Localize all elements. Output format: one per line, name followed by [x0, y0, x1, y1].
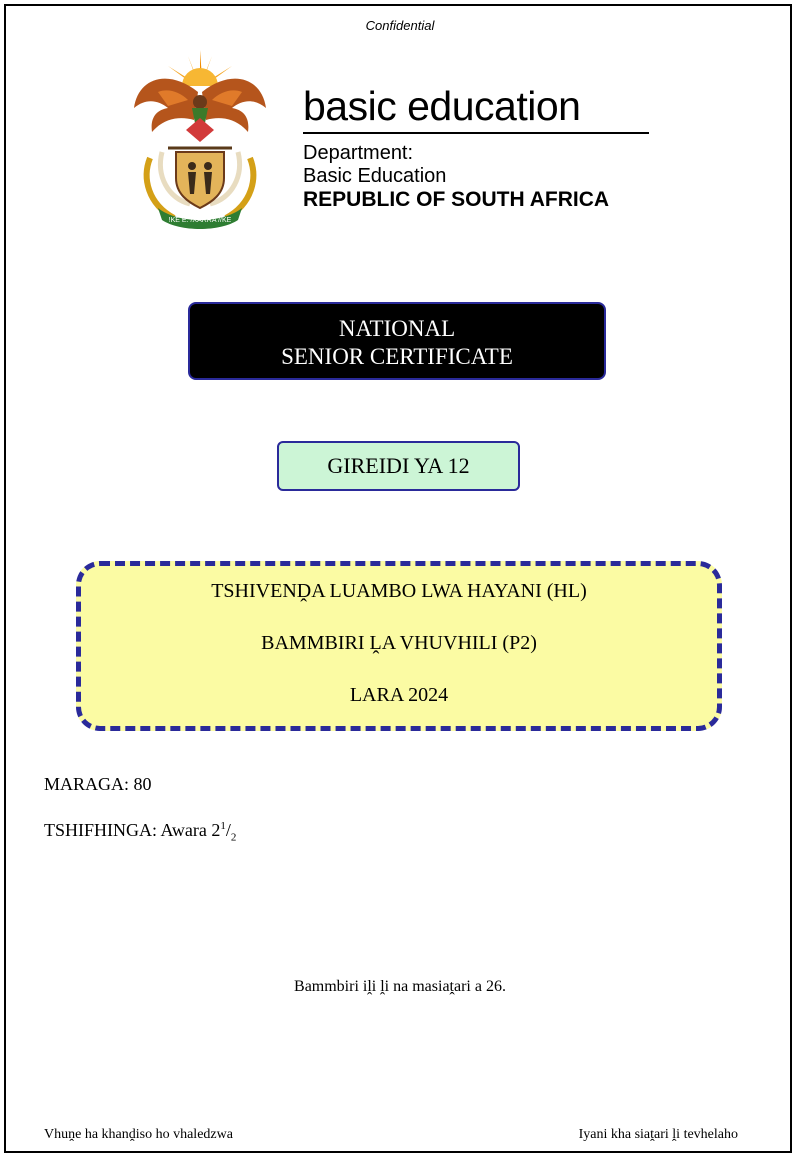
time-fraction-slash: /: [225, 820, 231, 840]
time-text: TSHIFHINGA: Awara 2: [44, 820, 221, 840]
subject-panel: [76, 561, 722, 731]
nsc-banner: [188, 302, 606, 380]
time-fraction-denominator: 2: [230, 831, 237, 844]
sun-rays: [168, 50, 232, 86]
nsc-line-1: NATIONAL: [338, 316, 456, 341]
next-page-footer: Iyani kha siaṱari ḽi tevhelaho: [578, 1127, 738, 1142]
copyright-footer: Vhuṋe ha khanḓiso ho vhaledzwa: [44, 1127, 233, 1142]
brand-title: basic education: [303, 83, 581, 129]
confidential-label: Confidential: [365, 18, 435, 33]
grade-badge: GIREIDI YA 12: [277, 441, 520, 491]
coat-of-arms-logo: [128, 48, 272, 230]
marks-label: MARAGA: 80: [44, 774, 152, 794]
page-count-note: Bammbiri iḽi ḽi na masiaṱari a 26.: [294, 978, 506, 995]
brand-divider: [303, 132, 649, 134]
subject-title: TSHIVENḒA LUAMBO LWA HAYANI (HL): [211, 580, 587, 602]
session-title: LARA 2024: [349, 684, 449, 706]
brand-department-name: Basic Education: [303, 165, 447, 187]
time-label: [44, 820, 236, 844]
department-branding: [303, 82, 649, 211]
nsc-line-2: SENIOR CERTIFICATE: [281, 344, 513, 369]
motto-text: !KE E: /XARRA //KE: [168, 217, 232, 224]
paper-title: BAMMBIRI ḼA VHUVHILI (P2): [261, 632, 537, 654]
time-fraction-numerator: 1: [220, 820, 226, 832]
brand-country: REPUBLIC OF SOUTH AFRICA: [303, 188, 610, 211]
brand-department-label: Department:: [303, 142, 414, 164]
